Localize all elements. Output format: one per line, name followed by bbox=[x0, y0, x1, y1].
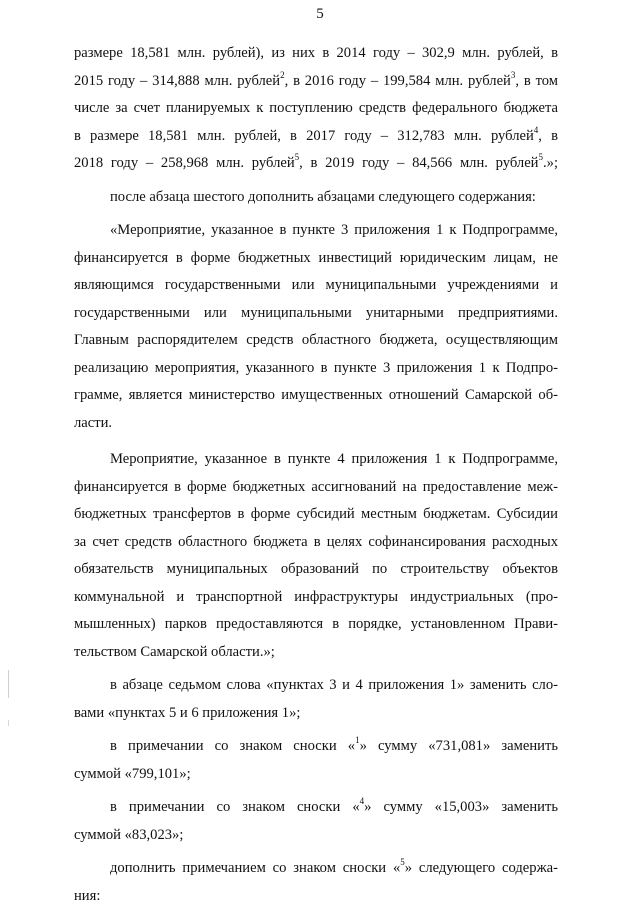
footnote-marker: 5 bbox=[400, 857, 405, 867]
footnote-marker: 5 bbox=[539, 152, 544, 162]
text-line: вами «пунктах 5 и 6 приложения 1»; bbox=[74, 700, 558, 728]
text-line: 2015 году – 314,888 млн. рублей$^2$, в 2016 году – 199,584 млн. рублей$^3$, в том bbox=[74, 68, 558, 96]
footnote-marker: 3 bbox=[511, 70, 516, 80]
text-line: ласти. bbox=[74, 410, 558, 438]
page-number: 5 bbox=[0, 6, 640, 23]
text-line: тельством Самарской области.»; bbox=[74, 639, 558, 667]
text-line: мышленных) парков предоставляются в порядке, установленном Прави- bbox=[74, 611, 558, 639]
text-line: в абзаце седьмом слова «пунктах 3 и 4 приложения 1» заменить сло- bbox=[74, 672, 558, 700]
footnote-marker: 4 bbox=[534, 125, 539, 135]
text-line: Мероприятие, указанное в пункте 4 приложения 1 к Подпрограмме, bbox=[74, 446, 558, 474]
text-line: после абзаца шестого дополнить абзацами следующего содержания: bbox=[74, 184, 558, 212]
text-line: финансируется в форме бюджетных ассигнований на предоставление меж- bbox=[74, 474, 558, 502]
footnote-marker: 1 bbox=[355, 735, 360, 745]
text-line: грамме, является министерство имущественных отношений Самарской об- bbox=[74, 382, 558, 410]
footnote-marker: 2 bbox=[280, 70, 285, 80]
text-line: ния: bbox=[74, 883, 558, 910]
footnote-marker: 4 bbox=[360, 796, 365, 806]
text-line: за счет средств областного бюджета в целях софинансирования расходных bbox=[74, 529, 558, 557]
text-line: дополнить примечанием со знаком сноски «$^5$» следующего содержа- bbox=[74, 855, 558, 883]
text-line: 2018 году – 258,968 млн. рублей$^5$, в 2019 году – 84,566 млн. рублей$^5$.»; bbox=[74, 150, 558, 178]
text-line: реализацию мероприятия, указанного в пункте 3 приложения 1 к Подпро- bbox=[74, 355, 558, 383]
text-line: в примечании со знаком сноски «$^1$» сумму «731,081» заменить bbox=[74, 733, 558, 761]
text-line: бюджетных трансфертов в форме субсидий местным бюджетам. Субсидии bbox=[74, 501, 558, 529]
scan-margin-mark bbox=[8, 670, 9, 698]
document-body bbox=[74, 40, 558, 910]
text-line: государственными или муниципальными унитарными предприятиями. bbox=[74, 300, 558, 328]
text-line: в примечании со знаком сноски «$^4$» сумму «15,003» заменить bbox=[74, 794, 558, 822]
text-line: суммой «799,101»; bbox=[74, 761, 558, 789]
text-line: финансируется в форме бюджетных инвестиций юридическим лицам, не bbox=[74, 245, 558, 273]
text-line: суммой «83,023»; bbox=[74, 822, 558, 850]
footnote-marker: 5 bbox=[295, 152, 300, 162]
text-line: являющимся государственными или муниципальными учреждениями и bbox=[74, 272, 558, 300]
text-line: числе за счет планируемых к поступлению средств федерального бюджета bbox=[74, 95, 558, 123]
text-line: «Мероприятие, указанное в пункте 3 приложения 1 к Подпрограмме, bbox=[74, 217, 558, 245]
scan-margin-mark bbox=[8, 720, 9, 726]
text-line: коммунальной и транспортной инфраструктуры индустриальных (про- bbox=[74, 584, 558, 612]
text-line: размере 18,581 млн. рублей), из них в 2014 году – 302,9 млн. рублей, в bbox=[74, 40, 558, 68]
text-line: обязательств муниципальных образований по строительству объектов bbox=[74, 556, 558, 584]
text-line: в размере 18,581 млн. рублей, в 2017 году – 312,783 млн. рублей$^4$, в bbox=[74, 123, 558, 151]
text-line: Главным распорядителем средств областного бюджета, осуществляющим bbox=[74, 327, 558, 355]
